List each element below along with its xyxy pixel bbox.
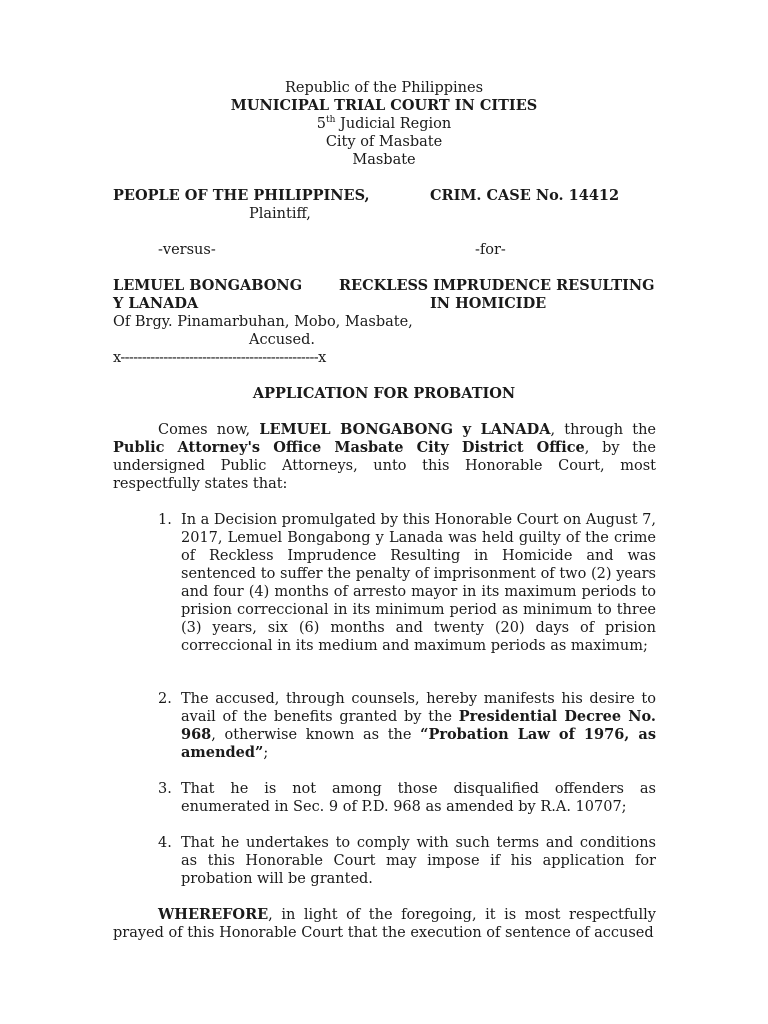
offense-line2: IN HOMICIDE <box>430 295 547 312</box>
document-title: APPLICATION FOR PROBATION <box>252 385 516 402</box>
for-label: -for- <box>475 242 506 258</box>
wherefore-paragraph: WHEREFORE, in light of the foregoing, it is most respectfully prayed of this Honorable Court that the execution of sentence of accused <box>113 906 656 941</box>
item-4-text: That he undertakes to comply with such terms and conditions as this Honorable Court may impose if his application for probation will be granted. <box>181 835 656 887</box>
plaintiff-name: PEOPLE OF THE PHILIPPINES, <box>113 187 370 204</box>
item-3-text: That he is not among those disqualified offenders as enumerated in Sec. 9 of P.D. 968 as amended by R.A. 10707; <box>181 781 656 815</box>
header-court-name: MUNICIPAL TRIAL COURT IN CITIES <box>230 97 538 114</box>
header-province: Masbate <box>352 152 416 168</box>
accused-role: Accused. <box>249 332 315 348</box>
offense-line1: RECKLESS IMPRUDENCE RESULTING <box>339 277 655 294</box>
header-city: City of Masbate <box>325 134 443 150</box>
item-4-number: 4. <box>158 835 172 851</box>
header-republic: Republic of the Philippines <box>284 80 484 96</box>
header-region: 5th Judicial Region <box>316 115 452 132</box>
case-number: CRIM. CASE No. 14412 <box>430 187 620 204</box>
versus-label: -versus- <box>158 242 216 258</box>
item-3-number: 3. <box>158 781 172 797</box>
accused-name-line1: LEMUEL BONGABONG <box>113 277 303 294</box>
item-2-text: The accused, through counsels, hereby manifests his desire to avail of the benefits granted by the Presidential Decree No. 968, otherwise known as the “Probation Law of 1976, as amended”; <box>181 691 656 761</box>
item-1-number: 1. <box>158 512 172 528</box>
item-1-text: In a Decision promulgated by this Honorable Court on August 7, 2017, Lemuel Bongabong y Lanada was held guilty of the crime of Reckless Imprudence Resulting in Homicide and was sentenced to suffer the penalty of imprisonment of two (2) years and four (4) months of arresto mayor in its maximum periods to prision correccional in its minimum period as minimum to three (3) years, six (6) months and twenty (20) days of prision correccional in its medium and maximum periods as maximum; <box>181 512 656 654</box>
intro-paragraph: Comes now, LEMUEL BONGABONG y LANADA, through the Public Attorney's Office Masbate City District Office, by the undersigned Public Attorneys, unto this Honorable Court, most respectfully states that: <box>113 421 656 492</box>
accused-name-line2: Y LANADA <box>113 295 199 312</box>
accused-address: Of Brgy. Pinamarbuhan, Mobo, Masbate, <box>113 314 413 330</box>
plaintiff-role: Plaintiff, <box>249 206 311 222</box>
item-2-number: 2. <box>158 691 172 707</box>
caption-separator: x----------------------------------------------x <box>113 350 326 366</box>
